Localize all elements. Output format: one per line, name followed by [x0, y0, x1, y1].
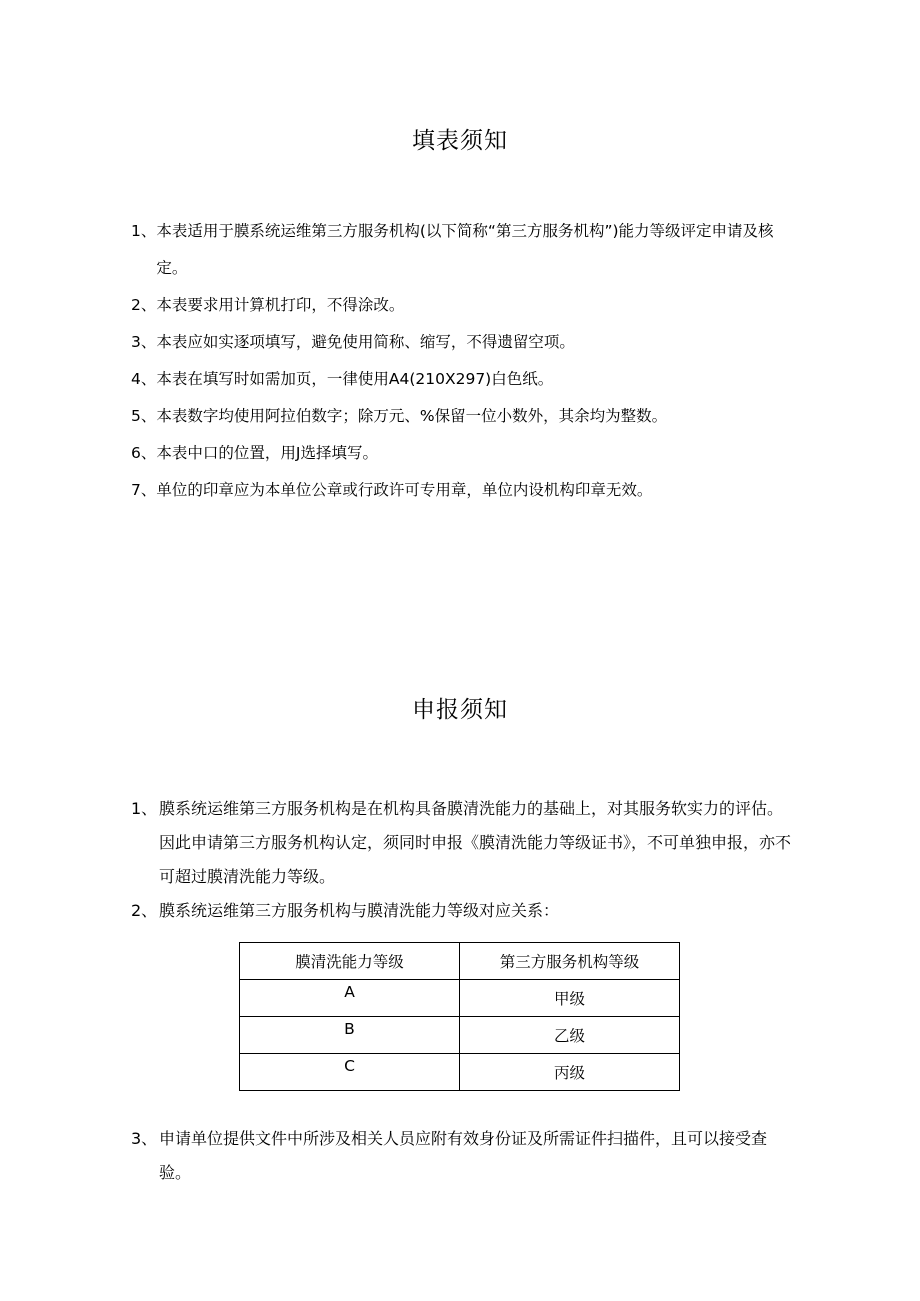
service-level-cell: 乙级	[460, 1017, 680, 1054]
fill-instructions-title: 填表须知	[412, 128, 508, 154]
item-number: 2、	[131, 296, 157, 314]
item-text: 本表中口的位置，用J选择填写。	[156, 444, 378, 462]
item-text: 膜系统运维第三方服务机构与膜清洗能力等级对应关系：	[159, 901, 560, 920]
item-number: 1、	[131, 222, 157, 240]
table-row	[240, 1054, 680, 1091]
service-level-cell: 丙级	[460, 1054, 680, 1091]
list-item	[131, 894, 796, 928]
item-text: 本表适用于膜系统运维第三方服务机构(以下简称“第三方服务机构”)能力等级评定申请及核定。	[156, 222, 774, 277]
item-number: 3、	[131, 1129, 158, 1148]
item-text: 本表在填写时如需加页，一律使用A4(210X297)白色纸。	[156, 370, 554, 388]
item-text: 膜系统运维第三方服务机构是在机构具备膜清洗能力的基础上，对其服务软实力的评估。因此申请第三方服务机构认定，须同时申报《膜清洗能力等级证书》，不可单独申报，亦不可超过膜清洗能力等级。	[159, 799, 792, 886]
table-row	[240, 980, 680, 1017]
table-header-row	[240, 943, 680, 980]
list-item	[131, 792, 796, 894]
item-text: 本表数字均使用阿拉伯数字；除万元、%保留一位小数外，其余均为整数。	[156, 407, 668, 425]
item-number: 4、	[131, 370, 157, 388]
item-text: 单位的印章应为本单位公章或行政许可专用章，单位内设机构印章无效。	[156, 481, 653, 499]
table-row	[240, 1017, 680, 1054]
item-number: 6、	[131, 444, 157, 462]
cleaning-level-cell: C	[240, 1054, 460, 1091]
application-instructions-title: 申报须知	[412, 697, 508, 723]
list-item	[131, 472, 796, 509]
level-correspondence-table	[239, 942, 680, 1091]
cleaning-level-cell: A	[240, 980, 460, 1017]
list-item	[131, 398, 796, 435]
list-item	[131, 435, 796, 472]
item-text: 本表应如实逐项填写，避免使用简称、缩写，不得遗留空项。	[156, 333, 575, 351]
item-number: 2、	[131, 901, 158, 920]
application-instructions-list	[131, 792, 796, 928]
item-number: 5、	[131, 407, 157, 425]
column-header-service-level: 第三方服务机构等级	[460, 943, 680, 980]
fill-instructions-list	[131, 213, 796, 509]
item-text: 申请单位提供文件中所涉及相关人员应附有效身份证及所需证件扫描件，且可以接受查验。	[159, 1129, 768, 1182]
item-text: 本表要求用计算机打印，不得涂改。	[156, 296, 405, 314]
item-number: 3、	[131, 333, 157, 351]
list-item	[131, 213, 796, 287]
column-header-cleaning-level: 膜清洗能力等级	[240, 943, 460, 980]
list-item	[131, 361, 796, 398]
list-item	[131, 287, 796, 324]
list-item	[131, 324, 796, 361]
item-number: 1、	[131, 799, 158, 818]
list-item	[131, 1122, 796, 1190]
cleaning-level-cell: B	[240, 1017, 460, 1054]
service-level-cell: 甲级	[460, 980, 680, 1017]
item-number: 7、	[131, 481, 157, 499]
